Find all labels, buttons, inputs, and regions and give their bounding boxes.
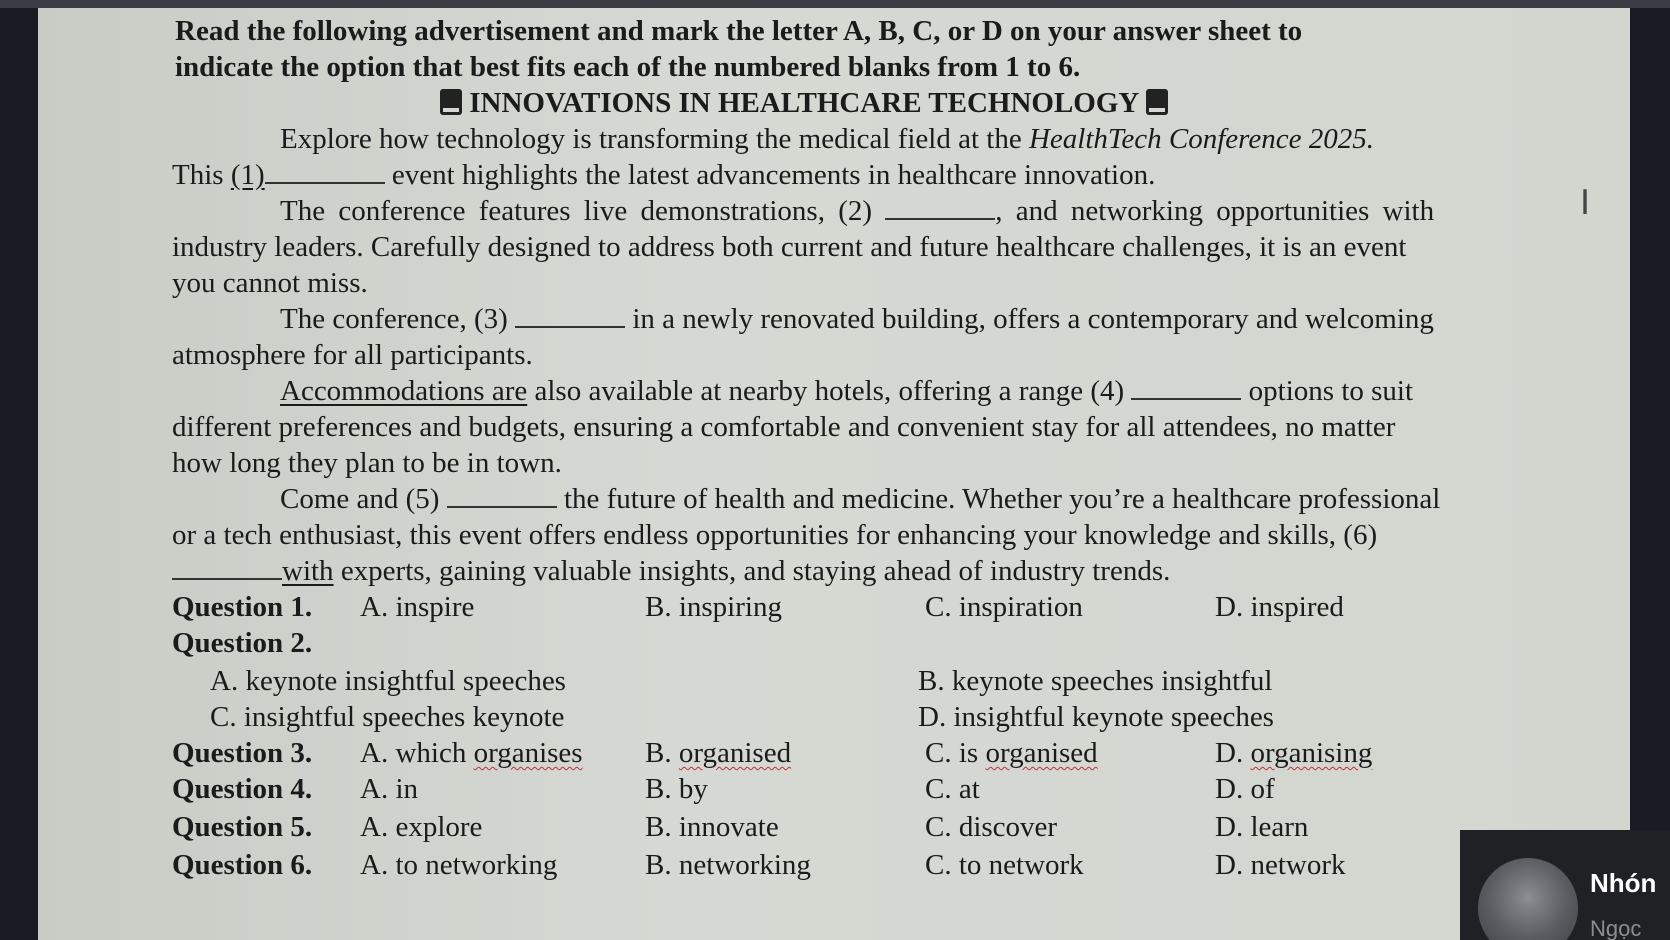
q3-option-b[interactable] bbox=[645, 736, 791, 770]
para5-text: experts, gaining valuable insights, and staying ahead of industry trends. bbox=[333, 555, 1171, 587]
book-icon bbox=[440, 89, 462, 115]
blank-number-1: (1) bbox=[230, 159, 265, 191]
q3-option-d[interactable] bbox=[1215, 736, 1372, 770]
text-cursor-icon: I bbox=[1580, 183, 1591, 223]
para1-text: Explore how technology is transforming the medical field at the bbox=[280, 123, 1029, 155]
instruction-line-2: indicate the option that best fits each of the numbered blanks from 1 to 6. bbox=[175, 51, 1081, 83]
video-call-tile[interactable] bbox=[1460, 830, 1670, 940]
blank-1 bbox=[265, 158, 385, 184]
question-5-label: Question 5. bbox=[172, 811, 313, 843]
q1-option-b[interactable]: B. inspiring bbox=[645, 591, 782, 623]
spellcheck-word: organised bbox=[985, 737, 1098, 769]
question-6-label: Question 6. bbox=[172, 849, 313, 881]
question-3-label: Question 3. bbox=[172, 737, 313, 769]
para2-text: The conference features live demonstrations, (2) bbox=[280, 195, 886, 227]
conference-name: HealthTech Conference 2025. bbox=[1028, 123, 1374, 155]
blank-5 bbox=[447, 482, 557, 508]
para5-line3 bbox=[172, 554, 1170, 588]
q6-option-a[interactable]: A. to networking bbox=[360, 849, 558, 881]
q1-option-c[interactable]: C. inspiration bbox=[925, 591, 1083, 623]
para1-line2 bbox=[172, 158, 1155, 192]
q2-option-a[interactable]: A. keynote insightful speeches bbox=[210, 665, 566, 697]
blank-3 bbox=[515, 302, 625, 328]
q4-option-d[interactable]: D. of bbox=[1215, 773, 1275, 805]
para2-text: , and networking opportunities with bbox=[995, 195, 1435, 227]
advert-heading bbox=[440, 86, 1168, 120]
q1-option-d[interactable]: D. inspired bbox=[1215, 591, 1344, 623]
question-2-label: Question 2. bbox=[172, 627, 313, 659]
question-1-label: Question 1. bbox=[172, 591, 313, 623]
option-prefix: A. which bbox=[360, 737, 474, 769]
para2-line3: you cannot miss. bbox=[172, 267, 368, 299]
q5-option-c[interactable]: C. discover bbox=[925, 811, 1058, 843]
q1-option-a[interactable]: A. inspire bbox=[360, 591, 475, 623]
q2-option-c[interactable]: C. insightful speeches keynote bbox=[210, 701, 565, 733]
q5-option-b[interactable]: B. innovate bbox=[645, 811, 779, 843]
heading-text: INNOVATIONS IN HEALTHCARE TECHNOLOGY bbox=[469, 87, 1139, 119]
option-prefix: D. bbox=[1215, 737, 1251, 769]
q3-option-c[interactable] bbox=[925, 736, 1098, 770]
q6-option-b[interactable]: B. networking bbox=[645, 849, 811, 881]
para1-line1 bbox=[280, 122, 1374, 156]
para4-text: options to suit bbox=[1241, 375, 1414, 407]
para5-text: the future of health and medicine. Whether you’re a healthcare professional bbox=[556, 483, 1441, 515]
question-4-label: Question 4. bbox=[172, 773, 313, 805]
para3-line1 bbox=[280, 302, 1434, 336]
para3-text: in a newly renovated building, offers a contemporary and welcoming bbox=[625, 303, 1434, 335]
underlined-word: with bbox=[282, 555, 334, 587]
window-top-edge bbox=[0, 0, 1670, 8]
blank-2 bbox=[885, 194, 995, 220]
q5-option-d[interactable]: D. learn bbox=[1215, 811, 1309, 843]
para1-text: This bbox=[172, 159, 231, 191]
para2-line2: industry leaders. Carefully designed to address both current and future healthcare challenges, it is an event bbox=[172, 231, 1407, 263]
para4-text: also available at nearby hotels, offering a range (4) bbox=[527, 375, 1132, 407]
q4-option-a[interactable]: A. in bbox=[360, 773, 418, 805]
participant-subname: Ngọc bbox=[1590, 916, 1642, 940]
q6-option-c[interactable]: C. to network bbox=[925, 849, 1084, 881]
instruction-line-1: Read the following advertisement and mark the letter A, B, C, or D on your answer sheet to bbox=[175, 15, 1303, 47]
para1-text: event highlights the latest advancements in healthcare innovation. bbox=[384, 159, 1156, 191]
spellcheck-word: organised bbox=[678, 737, 792, 769]
para5-line2: or a tech enthusiast, this event offers endless opportunities for enhancing your knowledge and skills, (6) bbox=[172, 519, 1378, 551]
para3-line2: atmosphere for all participants. bbox=[172, 339, 533, 371]
para3-text: The conference, (3) bbox=[280, 303, 516, 335]
spellcheck-word: organises bbox=[473, 737, 583, 769]
participant-name: Nhón bbox=[1590, 868, 1657, 898]
option-prefix: C. is bbox=[925, 737, 986, 769]
q5-option-a[interactable]: A. explore bbox=[360, 811, 483, 843]
participant-avatar bbox=[1478, 858, 1578, 940]
q6-option-d[interactable]: D. network bbox=[1215, 849, 1346, 881]
q4-option-c[interactable]: C. at bbox=[925, 773, 980, 805]
para4-line3: how long they plan to be in town. bbox=[172, 447, 562, 479]
para2-line1 bbox=[280, 194, 1434, 228]
blank-6 bbox=[172, 554, 282, 580]
q3-option-a[interactable] bbox=[360, 736, 583, 770]
option-prefix: B. bbox=[645, 737, 679, 769]
q2-option-b[interactable]: B. keynote speeches insightful bbox=[918, 665, 1273, 697]
para4-line1 bbox=[280, 374, 1413, 408]
para4-line2: different preferences and budgets, ensuring a comfortable and convenient stay for all attendees, no matter bbox=[172, 411, 1396, 443]
spellcheck-word: organising bbox=[1250, 737, 1373, 769]
blank-4 bbox=[1131, 374, 1241, 400]
para5-line1 bbox=[280, 482, 1440, 516]
underlined-phrase: Accommodations are bbox=[280, 375, 528, 407]
q2-option-d[interactable]: D. insightful keynote speeches bbox=[918, 701, 1274, 733]
para5-text: Come and (5) bbox=[280, 483, 447, 515]
book-icon bbox=[1146, 89, 1168, 115]
q4-option-b[interactable]: B. by bbox=[645, 773, 708, 805]
